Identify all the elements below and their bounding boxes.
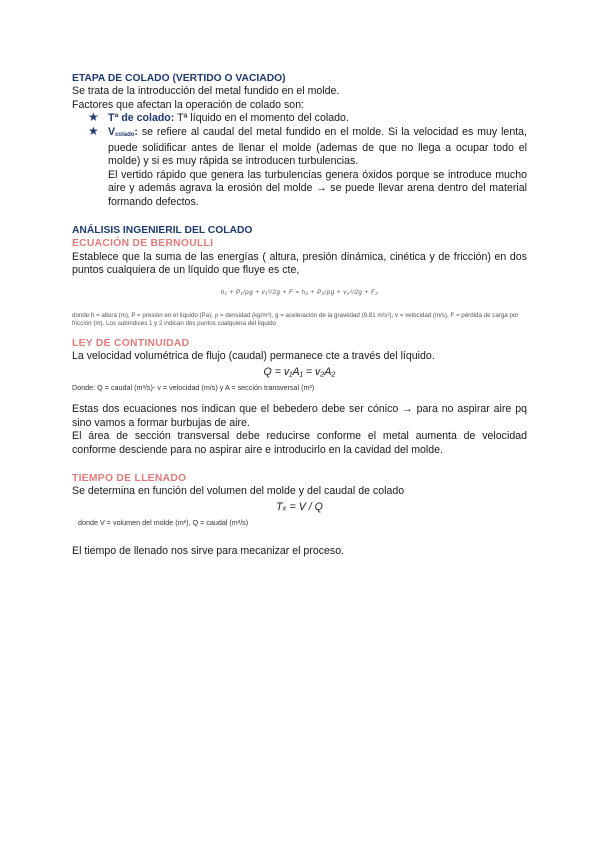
- list-item: [72, 123, 527, 169]
- etapa-line-1: Se trata de la introducción del metal fundido en el molde.: [72, 85, 340, 98]
- section-title-analisis: ANÁLISIS INGENIERIL DEL COLADO: [72, 225, 253, 237]
- document-page: [72, 72, 527, 558]
- bullet-label: Tª de colado:: [108, 112, 175, 125]
- star-icon: ★: [88, 123, 99, 138]
- bernoulli-equation: h₁ + P₁/ρg + v₁²/2g + F = h₂ + P₂/ρg + v₂²/2g + F₂: [220, 288, 379, 296]
- continuidad-equation: Q = v₁A₁ = v₂A₂: [263, 365, 336, 378]
- list-item-continued: [72, 169, 527, 209]
- continuidad-text: La velocidad volumétrica de flujo (caudal) permanece cte a través del líquido.: [72, 350, 435, 363]
- bernoulli-note: donde h = altura (m), P = presión en el líquido (Pa), ρ = densidad (kg/m³), g = aceleración de la gravedad (9.81 m/s²), v = velocidad (m/s), F = pérdida de carga por fricción (m). Los subíndices 1 y 2 indican dos puntos cualquiera del líquido: [72, 311, 519, 327]
- llenado-final: El tiempo de llenado nos sirve para mecanizar el proceso.: [72, 544, 345, 557]
- section-title-etapa: ETAPA DE COLADO (VERTIDO O VACIADO): [72, 73, 286, 84]
- bullet-text: se refiere al caudal del metal fundido en el molde. Si la velocidad es muy lenta, puede solidificar antes de llenar el molde (ademas de que no llega a ocupar todo el molde) y si es muy rápida se introducen turbulencias.: [108, 125, 527, 168]
- bullet-text: Tª líquido en el momento del colado.: [174, 112, 349, 125]
- bullet-label-main: V: [108, 125, 116, 138]
- continuidad-note: Donde: Q = caudal (m³/s)- v = velocidad (m/s) y A = sección transversal (m²): [72, 382, 315, 392]
- llenado-equation: Tₓ = V / Q: [276, 500, 323, 513]
- etapa-line-2: Factores que afectan la operación de colado son:: [72, 98, 305, 111]
- subsection-title-llenado: TIEMPO DE LLENADO: [72, 472, 187, 484]
- llenado-text: Se determina en función del volumen del molde y del caudal de colado: [72, 485, 405, 498]
- subsection-title-continuidad: LEY DE CONTINUIDAD: [72, 337, 190, 349]
- subsection-title-bernoulli: ECUACIÓN DE BERNOULLI: [72, 238, 214, 250]
- factors-list: [72, 112, 527, 209]
- continuidad-paragraph-2: El área de sección transversal debe reducirse conforme el metal aumenta de velocidad conforme desciende para no aspirar aire e introducirlo en la cavidad del molde.: [72, 430, 527, 456]
- continuidad-paragraph-1: Estas dos ecuaciones nos indican que el bebedero debe ser cónico → para no aspirar aire pq sino vamos a formar burbujas de aire.: [72, 403, 527, 429]
- list-item: [72, 112, 527, 125]
- star-icon: ★: [88, 110, 99, 125]
- bullet-label: [108, 126, 138, 138]
- llenado-note: donde V = volumen del molde (m³), Q = caudal (m³/s): [78, 518, 249, 528]
- bullet-label-sub: colado: [115, 131, 135, 138]
- bullet-label-colon: :: [134, 125, 138, 138]
- bernoulli-text: Establece que la suma de las energías ( altura, presión dinámica, cinética y de fricción) en dos puntos cualquiera de un líquido que fluye es cte,: [72, 250, 527, 277]
- bullet-text-2: El vertido rápido que genera las turbulencias genera óxidos porque se introduce mucho aire y además agrava la erosión del molde → se puede llevar arena dentro del material formando defectos.: [108, 168, 527, 208]
